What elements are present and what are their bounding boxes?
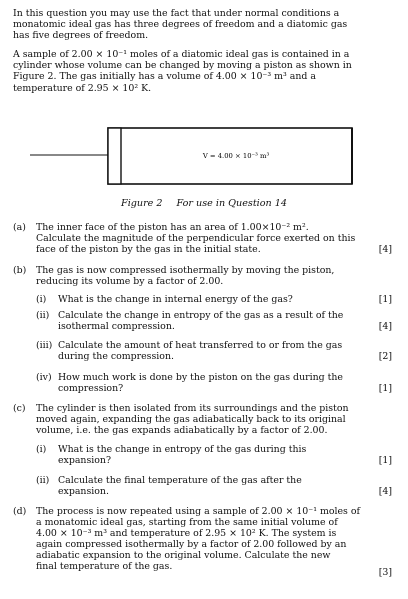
part-c-ii-text <box>58 475 358 497</box>
part-b-ii-mark: [4] <box>378 321 392 332</box>
part-d-mark: [3] <box>378 567 392 578</box>
piston-figure <box>0 100 408 210</box>
intro-paragraph <box>13 8 395 42</box>
part-d-line: again compressed isothermally by a factor of 2.00 followed by an <box>36 539 347 550</box>
part-b-iii-text <box>58 340 358 362</box>
part-c-i-label: (i) <box>36 444 47 455</box>
part-c-label: (c) <box>13 403 26 414</box>
part-d-line: adiabatic expansion to the original volume. Calculate the new <box>36 550 331 561</box>
setup-line: cylinder whose volume can be changed by moving a piston as shown in <box>13 60 352 72</box>
part-a-text <box>36 222 356 255</box>
part-b-iv-label: (iv) <box>36 372 52 383</box>
part-b-i-mark: [1] <box>378 294 392 305</box>
part-c-text <box>36 403 356 436</box>
volume-label: V = 4.00 × 10⁻³ m³ <box>202 152 270 160</box>
part-a-label: (a) <box>13 222 26 233</box>
part-c-line: volume, i.e. the gas expands adiabatically by a factor of 2.00. <box>36 425 328 436</box>
part-c-line: moved again, expanding the gas adiabatically back to its original <box>36 414 346 425</box>
setup-paragraph <box>13 49 395 94</box>
part-a-line: The inner face of the piston has an area of 1.00×10⁻² m². <box>36 222 309 233</box>
intro-line: has five degrees of freedom. <box>13 30 149 42</box>
part-b-ii-line: Calculate the change in entropy of the gas as a result of the <box>58 310 344 321</box>
part-b-i-line: What is the change in internal energy of the gas? <box>58 294 293 305</box>
part-b-label: (b) <box>13 265 27 276</box>
setup-line: temperature of 2.95 × 10² K. <box>13 82 152 94</box>
part-b-line: reducing its volume by a factor of 2.00. <box>36 276 224 287</box>
part-c-i-text <box>58 444 358 466</box>
figure-caption-text: For use in Question 14 <box>176 198 287 209</box>
part-c-i-line: What is the change in entropy of the gas during this <box>58 444 307 455</box>
part-b-ii-label: (ii) <box>36 310 50 321</box>
setup-line: A sample of 2.00 × 10⁻¹ moles of a diatomic ideal gas is contained in a <box>13 49 350 60</box>
part-b-iii-label: (iii) <box>36 340 53 351</box>
part-b-ii-line: isothermal compression. <box>58 321 175 332</box>
piston-head <box>108 128 121 184</box>
part-b-iii-line: during the compression. <box>58 351 174 362</box>
part-b-iv-line: compression? <box>58 383 124 394</box>
part-a-line: Calculate the magnitude of the perpendicular force exerted on this <box>36 233 356 244</box>
part-d-label: (d) <box>13 506 27 517</box>
part-a-mark: [4] <box>378 244 392 255</box>
intro-line: monatomic ideal gas has three degrees of freedom and a diatomic gas <box>13 19 348 31</box>
part-a-line: face of the piston by the gas in the initial state. <box>36 244 261 255</box>
setup-line: Figure 2. The gas initially has a volume of 4.00 × 10⁻³ m³ and a <box>13 71 316 83</box>
intro-line: In this question you may use the fact that under normal conditions a <box>13 8 340 19</box>
part-c-ii-line: Calculate the final temperature of the gas after the <box>58 475 302 486</box>
part-d-line: The process is now repeated using a sample of 2.00 × 10⁻¹ moles of <box>36 506 360 517</box>
figure-caption <box>0 198 408 209</box>
part-b-ii-text <box>58 310 358 332</box>
part-d-line: final temperature of the gas. <box>36 561 173 572</box>
part-c-ii-mark: [4] <box>378 486 392 497</box>
part-c-i-mark: [1] <box>378 455 392 466</box>
figure-number: Figure 2 <box>121 198 163 209</box>
part-b-iv-line: How much work is done by the piston on the gas during the <box>58 372 343 383</box>
part-d-text <box>36 506 360 572</box>
part-b-iii-mark: [2] <box>378 351 392 362</box>
piston-diagram <box>0 100 408 210</box>
part-b-text <box>36 265 356 287</box>
part-d-line: a monatomic ideal gas, starting from the same initial volume of <box>36 517 338 528</box>
part-d-line: 4.00 × 10⁻³ m³ and temperature of 2.95 × 10² K. The system is <box>36 528 337 539</box>
part-c-ii-line: expansion. <box>58 486 109 497</box>
part-b-i-label: (i) <box>36 294 47 305</box>
part-c-line: The cylinder is then isolated from its surroundings and the piston <box>36 403 349 414</box>
part-c-i-line: expansion? <box>58 455 111 466</box>
part-b-line: The gas is now compressed isothermally by moving the piston, <box>36 265 335 276</box>
part-b-i-text <box>58 294 358 305</box>
part-c-ii-label: (ii) <box>36 475 50 486</box>
part-b-iv-mark: [1] <box>378 383 392 394</box>
part-b-iv-text <box>58 372 358 394</box>
part-b-iii-line: Calculate the amount of heat transferred to or from the gas <box>58 340 343 351</box>
